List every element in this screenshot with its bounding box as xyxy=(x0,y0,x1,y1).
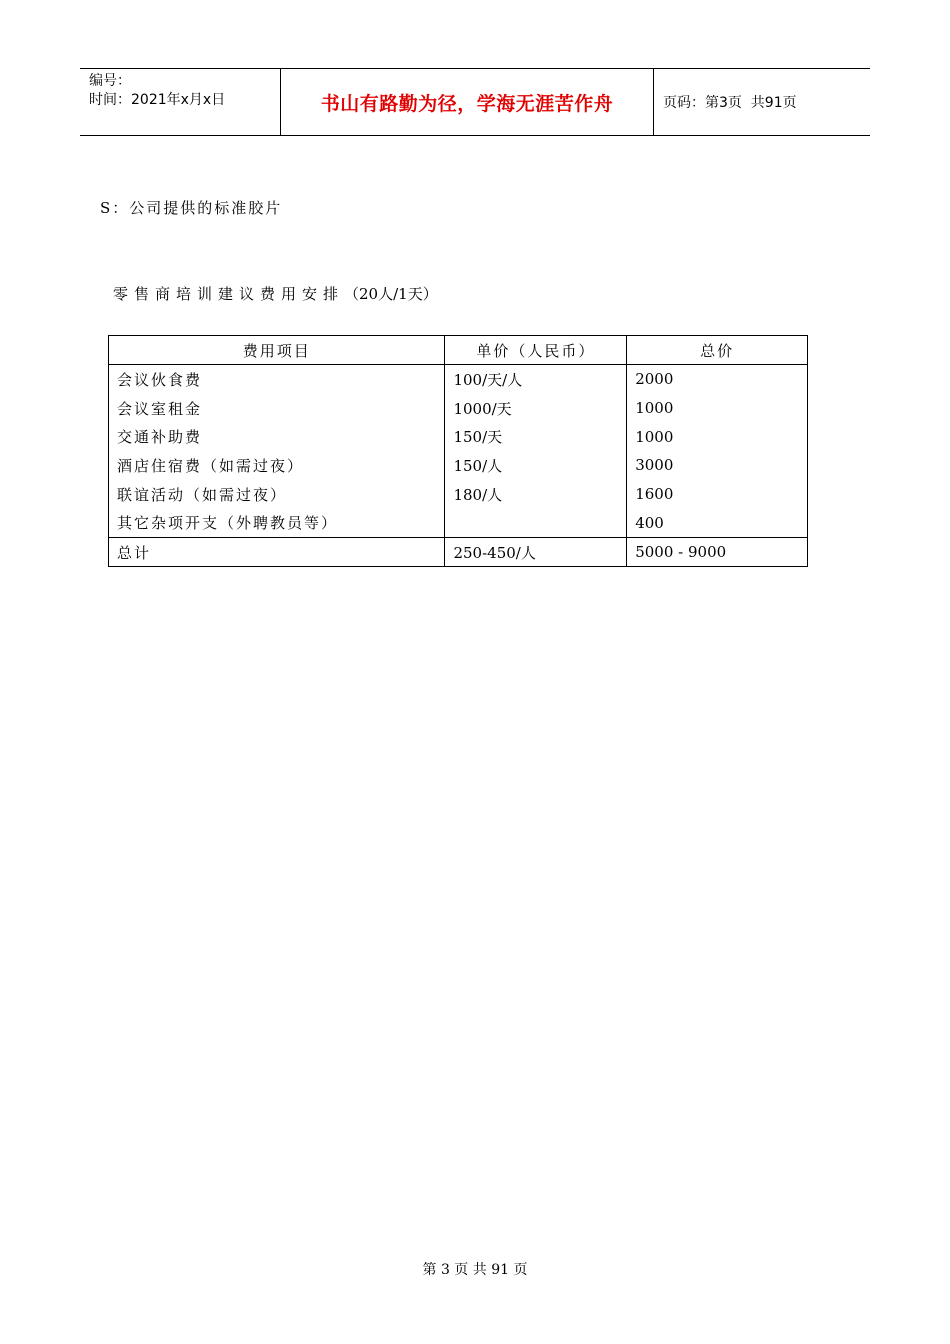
table-title-paren: （20人/1天） xyxy=(344,285,438,303)
cell-total: 3000 xyxy=(627,451,808,480)
document-number-label: 编号： xyxy=(89,73,131,89)
cell-total: 2000 xyxy=(627,365,808,394)
column-header-unit-price: 单价（人民币） xyxy=(445,336,627,365)
cell-unit-price: 100/天/人 xyxy=(445,365,627,394)
header-motto: 书山有路勤为径，学海无涯苦作舟 xyxy=(281,69,654,135)
cell-unit-price: 150/天 xyxy=(445,422,627,451)
document-date: 时间：2021年x月x日 xyxy=(89,92,226,108)
cell-item: 其它杂项开支（外聘教员等） xyxy=(109,508,445,537)
cell-total: 1600 xyxy=(627,480,808,509)
cell-total: 1000 xyxy=(627,394,808,423)
table-total-row xyxy=(109,538,808,567)
cell-total-unit-price: 250-450/人 xyxy=(445,538,627,567)
table-title xyxy=(113,283,438,304)
cell-total-label: 总计 xyxy=(109,538,445,567)
cell-item: 会议伙食费 xyxy=(109,365,445,394)
table-title-main: 零售商培训建议费用安排 xyxy=(113,285,345,303)
cell-total: 1000 xyxy=(627,422,808,451)
column-header-total: 总价 xyxy=(627,336,808,365)
cell-grand-total: 5000 - 9000 xyxy=(627,538,808,567)
table-row xyxy=(109,422,808,451)
page-number: 第 3 页 共 91 页 xyxy=(422,1262,528,1278)
cell-item: 会议室租金 xyxy=(109,394,445,423)
cost-table xyxy=(108,335,808,567)
page-info-text: 页码：第3页 共91页 xyxy=(663,95,797,111)
cell-item: 联谊活动（如需过夜） xyxy=(109,480,445,509)
page-footer xyxy=(0,1259,950,1279)
cell-item: 交通补助费 xyxy=(109,422,445,451)
document-header xyxy=(80,68,870,136)
header-meta xyxy=(80,69,281,135)
header-page-info xyxy=(654,69,870,135)
table-header-row xyxy=(109,336,808,365)
table-row xyxy=(109,508,808,537)
cell-item: 酒店住宿费（如需过夜） xyxy=(109,451,445,480)
table-row xyxy=(109,365,808,394)
cell-unit-price: 1000/天 xyxy=(445,394,627,423)
column-header-item: 费用项目 xyxy=(109,336,445,365)
note-line: S：公司提供的标准胶片 xyxy=(100,199,283,217)
table-row xyxy=(109,480,808,509)
table-row xyxy=(109,451,808,480)
cell-unit-price: 180/人 xyxy=(445,480,627,509)
cell-unit-price: 150/人 xyxy=(445,451,627,480)
cell-unit-price xyxy=(445,508,627,537)
table-row xyxy=(109,394,808,423)
cell-total: 400 xyxy=(627,508,808,537)
